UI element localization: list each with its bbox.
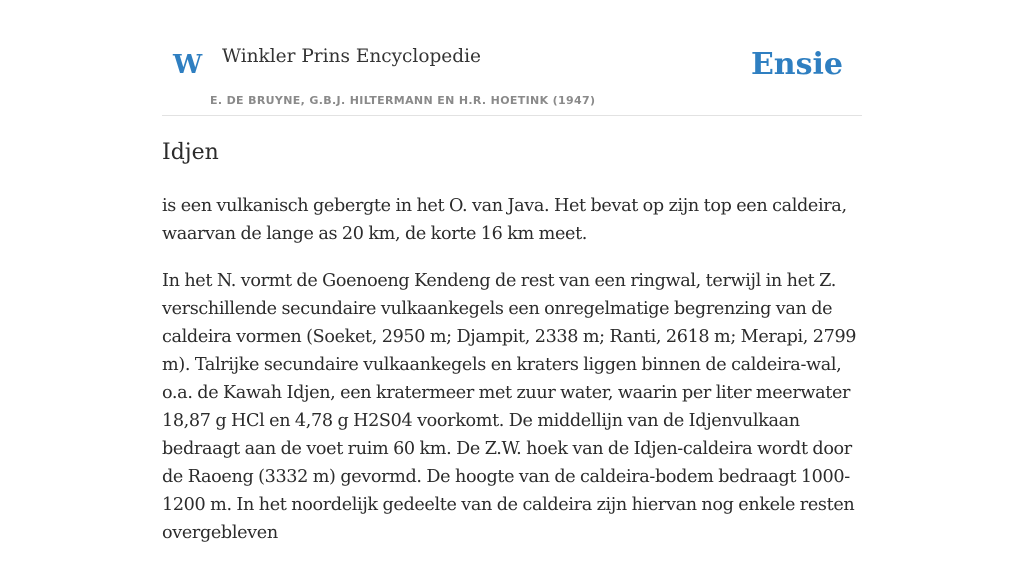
article-paragraph-2: In het N. vormt de Goenoeng Kendeng de rest van een ringwal, terwijl in het Z. verschillende secundaire vulkaankegels een onregelmatige begrenzing van de caldeira vormen (Soeket, 2950 m; Djampit, 2338 m; Ranti, 2618 m; Merapi, 2799 m). Talrijke secundaire vulkaankegels en kraters liggen binnen de caldeira-wal, o.a. de Kawah Idjen, een kratermeer met zuur water, waarin per liter meerwater 18,87 g HCl en 4,78 g H2S04 voorkomt. De middellijn van de Idjenvulkaan bedraagt aan de voet ruim 60 km. De Z.W. hoek van de Idjen-caldeira wordt door de Raoeng (3332 m) gevormd. De hoogte van de caldeira-bodem bedraagt 1000-1200 m. In het noordelijk gedeelte van de caldeira zijn hiervan nog enkele resten overgebleven bbox=[162, 271, 857, 543]
site-header bbox=[162, 30, 862, 116]
publication-title[interactable]: Winkler Prins Encyclopedie bbox=[222, 46, 481, 67]
publication-logo[interactable]: W bbox=[173, 50, 203, 80]
article-title: Idjen bbox=[162, 140, 219, 165]
ensie-brand-logo[interactable]: Ensie bbox=[750, 47, 843, 82]
publication-authors: E. DE BRUYNE, G.B.J. HILTERMANN EN H.R. HOETINK (1947) bbox=[210, 94, 596, 107]
article-paragraph-1: is een vulkanisch gebergte in het O. van Java. Het bevat op zijn top een caldeira, waarvan de lange as 20 km, de korte 16 km meet. bbox=[162, 196, 847, 244]
article-body bbox=[162, 192, 864, 566]
